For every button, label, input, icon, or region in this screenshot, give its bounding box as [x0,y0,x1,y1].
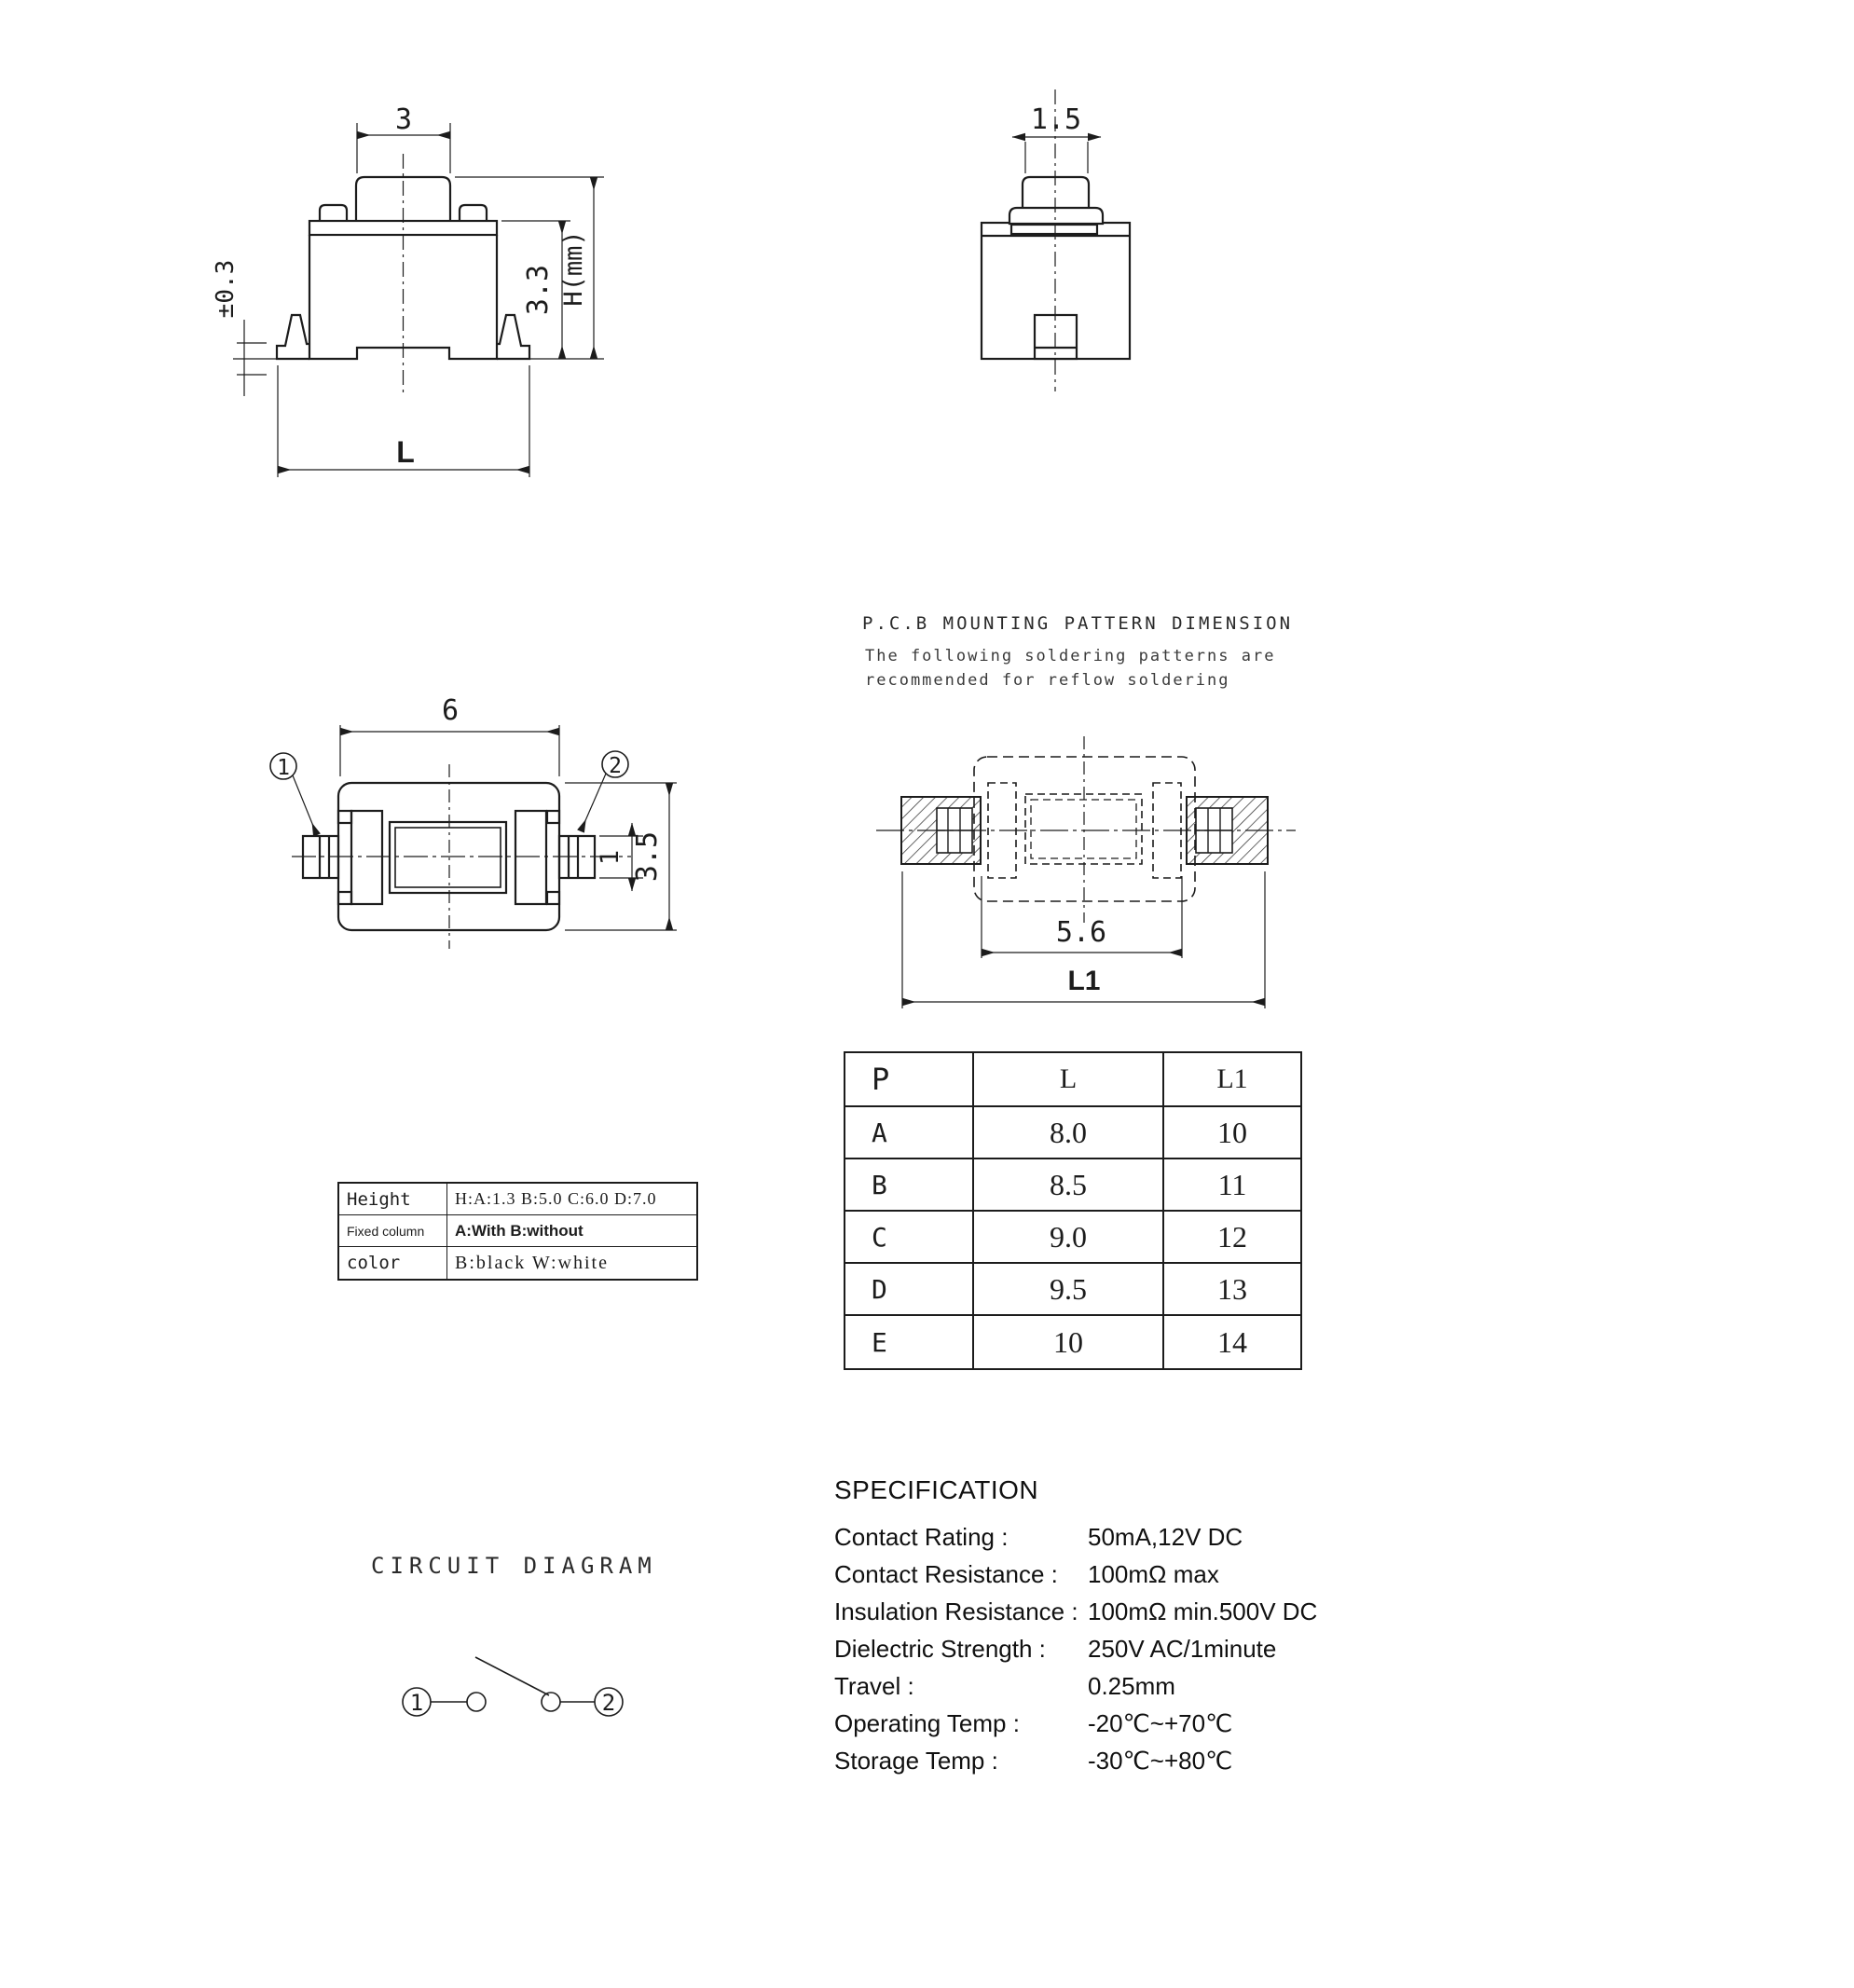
spec-row-contact-resistance [834,1556,1477,1593]
pcb-pattern-subtitle-1: The following soldering patterns are [865,647,1276,665]
top-view-labels [277,694,664,882]
dim-total-height-label: H(mm) [559,230,588,307]
spec-label: Contact Resistance : [834,1559,1058,1588]
size-row-b-l: 8.5 [974,1159,1164,1212]
spec-value: 0.25mm [1088,1671,1175,1700]
spec-row-insulation-resistance [834,1593,1477,1630]
front-view-labels [212,103,588,469]
specification-rows [834,1518,1477,1779]
dim-total-span-label: L1 [1067,966,1101,996]
dim-depth-label: 3.5 [631,830,664,883]
spec-value: 250V AC/1minute [1088,1634,1277,1663]
pin1-callout: 1 [277,756,290,780]
size-row-e-p: E [845,1316,974,1368]
circuit-diagram-title: CIRCUIT DIAGRAM [371,1553,657,1579]
top-view-drawing [214,690,792,1025]
size-table [844,1051,1302,1370]
dim-coplanarity-label: ±0.3 [212,259,240,319]
option-color-value: B:black W:white [455,1252,609,1273]
pcb-dimension-labels [1056,916,1106,996]
size-table-header-l1: L1 [1164,1053,1300,1107]
option-fixed-column-label: Fixed column [339,1215,447,1247]
spec-label: Dielectric Strength : [834,1634,1046,1663]
circuit-pin-labels [410,1690,615,1716]
pin2-callout: 2 [609,754,622,778]
circuit-pin1-label: 1 [409,1690,424,1716]
switch-footprint-outline [974,757,1195,901]
size-row-d-l1: 13 [1164,1264,1300,1316]
spec-row-contact-rating [834,1518,1477,1556]
size-row-c-l1: 12 [1164,1212,1300,1264]
options-table [337,1182,698,1281]
option-fixed-column-value: A:With B:without [447,1215,696,1247]
front-view-drawing [168,56,820,541]
size-row-b-l1: 11 [1164,1159,1300,1212]
specification-title: SPECIFICATION [834,1475,1039,1504]
size-row-c-p: C [845,1212,974,1264]
size-row-e-l1: 14 [1217,1324,1247,1359]
spec-label: Operating Temp : [834,1708,1020,1737]
size-row-a-l1: 10 [1164,1107,1300,1159]
size-table-header-l: L [974,1053,1164,1107]
spec-label: Insulation Resistance : [834,1597,1078,1625]
spec-label: Travel : [834,1671,914,1700]
spec-value: 100mΩ min.500V DC [1088,1597,1318,1625]
dim-pad-span-label: 5.6 [1055,916,1107,949]
spec-value: -20℃~+70℃ [1088,1708,1233,1737]
size-row-b-p: B [845,1159,974,1212]
pcb-pattern-drawing [839,699,1417,1090]
pcb-pattern-subtitle-2: recommended for reflow soldering [865,671,1230,690]
side-view-drawing [886,75,1258,410]
dim-body-height-label: 3.3 [522,264,555,316]
spec-row-travel [834,1667,1477,1705]
spec-value: -30℃~+80℃ [1088,1746,1233,1775]
spec-value: 50mA,12V DC [1088,1522,1243,1551]
size-row-e-l: 10 [974,1316,1164,1368]
pcb-pattern-title: P.C.B MOUNTING PATTERN DIMENSION [862,613,1294,634]
option-height-value: H:A:1.3 B:5.0 C:6.0 D:7.0 [447,1184,696,1215]
spec-label: Contact Rating : [834,1522,1009,1551]
dim-knob-width-label: 3 [394,103,413,136]
spec-row-dielectric-strength [834,1630,1477,1667]
circuit-pin2-label: 2 [601,1690,616,1716]
size-row-a-l: 8.0 [974,1107,1164,1159]
size-table-header-p: P [845,1053,974,1107]
option-height-label: Height [339,1184,447,1215]
specification-section [834,1475,1477,1779]
spec-row-operating-temp [834,1705,1477,1742]
size-row-d-l: 9.5 [974,1264,1164,1316]
circuit-diagram [354,1631,652,1743]
spec-label: Storage Temp : [834,1746,998,1775]
size-row-c-l: 9.0 [974,1212,1164,1264]
dim-width-label: 6 [441,694,460,727]
dim-length-label: L [396,435,415,469]
option-color-label: color [339,1247,447,1279]
spec-value: 100mΩ max [1088,1559,1219,1588]
size-row-a-p: A [845,1107,974,1159]
dim-lead-width-label: 1 [596,849,625,866]
circuit-symbol [403,1657,623,1716]
spec-row-storage-temp [834,1742,1477,1779]
dim-side-knob-width-label: 1.5 [1030,103,1082,136]
size-row-d-p: D [845,1264,974,1316]
